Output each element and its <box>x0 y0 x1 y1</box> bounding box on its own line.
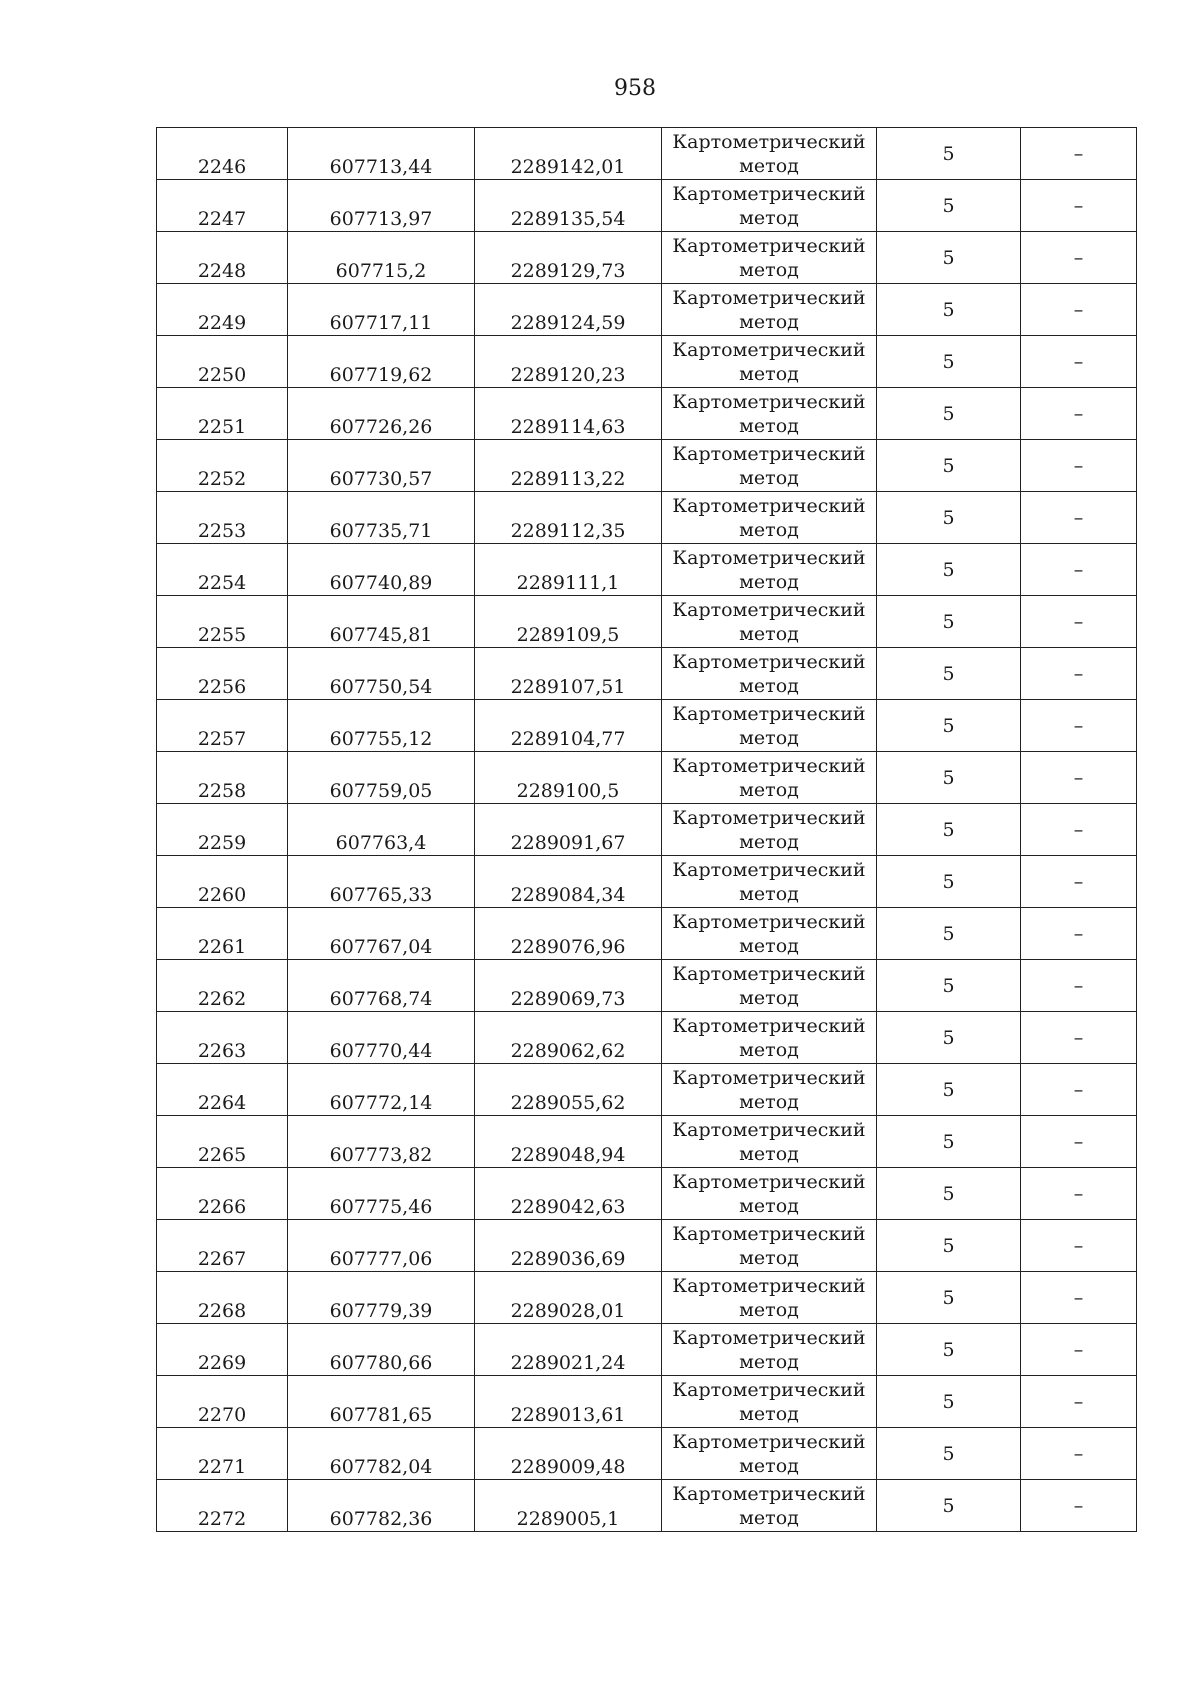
method-text-line1: Картометрический <box>672 1170 866 1193</box>
x-coordinate-cell: 607713,44 <box>288 128 475 180</box>
accuracy-cell: 5 <box>877 336 1021 388</box>
y-coordinate-cell: 2289069,73 <box>475 960 662 1012</box>
y-coordinate-cell: 2289120,23 <box>475 336 662 388</box>
method-cell <box>662 440 877 492</box>
method-text-line2: метод <box>739 1142 799 1165</box>
method-text-line1: Картометрический <box>672 1430 866 1453</box>
method-text-line2: метод <box>739 414 799 437</box>
x-coordinate-cell: 607759,05 <box>288 752 475 804</box>
point-number-cell: 2267 <box>157 1220 288 1272</box>
table-row <box>157 648 1137 700</box>
method-text-line2: метод <box>739 934 799 957</box>
page-number: 958 <box>614 76 656 101</box>
accuracy-cell: 5 <box>877 1064 1021 1116</box>
y-coordinate-cell: 2289129,73 <box>475 232 662 284</box>
x-coordinate-cell: 607773,82 <box>288 1116 475 1168</box>
point-number-cell: 2254 <box>157 544 288 596</box>
method-text-line1: Картометрический <box>672 1482 866 1505</box>
note-cell: – <box>1021 804 1137 856</box>
table-row <box>157 232 1137 284</box>
method-text-line1: Картометрический <box>672 1326 866 1349</box>
note-cell: – <box>1021 232 1137 284</box>
method-text-line1: Картометрический <box>672 338 866 361</box>
point-number-cell: 2252 <box>157 440 288 492</box>
y-coordinate-cell: 2289107,51 <box>475 648 662 700</box>
x-coordinate-cell: 607755,12 <box>288 700 475 752</box>
method-cell <box>662 1168 877 1220</box>
x-coordinate-cell: 607782,04 <box>288 1428 475 1480</box>
point-number-cell: 2263 <box>157 1012 288 1064</box>
method-text-line2: метод <box>739 882 799 905</box>
method-text-line1: Картометрический <box>672 390 866 413</box>
table-row <box>157 440 1137 492</box>
method-cell <box>662 544 877 596</box>
note-cell: – <box>1021 752 1137 804</box>
table-row <box>157 544 1137 596</box>
y-coordinate-cell: 2289076,96 <box>475 908 662 960</box>
accuracy-cell: 5 <box>877 1480 1021 1532</box>
point-number-cell: 2258 <box>157 752 288 804</box>
method-text-line1: Картометрический <box>672 754 866 777</box>
x-coordinate-cell: 607777,06 <box>288 1220 475 1272</box>
accuracy-cell: 5 <box>877 1168 1021 1220</box>
accuracy-cell: 5 <box>877 1272 1021 1324</box>
method-text-line1: Картометрический <box>672 130 866 153</box>
y-coordinate-cell: 2289113,22 <box>475 440 662 492</box>
method-cell <box>662 1064 877 1116</box>
method-cell <box>662 1324 877 1376</box>
method-text-line1: Картометрический <box>672 1274 866 1297</box>
method-text-line2: метод <box>739 830 799 853</box>
method-cell <box>662 180 877 232</box>
accuracy-cell: 5 <box>877 1012 1021 1064</box>
method-text-line1: Картометрический <box>672 494 866 517</box>
table-row <box>157 1376 1137 1428</box>
point-number-cell: 2253 <box>157 492 288 544</box>
table-row <box>157 284 1137 336</box>
note-cell: – <box>1021 1272 1137 1324</box>
note-cell: – <box>1021 648 1137 700</box>
point-number-cell: 2251 <box>157 388 288 440</box>
y-coordinate-cell: 2289114,63 <box>475 388 662 440</box>
table-row <box>157 596 1137 648</box>
point-number-cell: 2257 <box>157 700 288 752</box>
x-coordinate-cell: 607730,57 <box>288 440 475 492</box>
point-number-cell: 2248 <box>157 232 288 284</box>
table-row <box>157 1064 1137 1116</box>
accuracy-cell: 5 <box>877 908 1021 960</box>
table-row <box>157 804 1137 856</box>
method-text-line1: Картометрический <box>672 598 866 621</box>
note-cell: – <box>1021 284 1137 336</box>
x-coordinate-cell: 607735,71 <box>288 492 475 544</box>
point-number-cell: 2246 <box>157 128 288 180</box>
y-coordinate-cell: 2289048,94 <box>475 1116 662 1168</box>
method-text-line1: Картометрический <box>672 650 866 673</box>
note-cell: – <box>1021 1064 1137 1116</box>
method-cell <box>662 856 877 908</box>
note-cell: – <box>1021 336 1137 388</box>
point-number-cell: 2261 <box>157 908 288 960</box>
method-text-line2: метод <box>739 1038 799 1061</box>
accuracy-cell: 5 <box>877 960 1021 1012</box>
note-cell: – <box>1021 492 1137 544</box>
y-coordinate-cell: 2289135,54 <box>475 180 662 232</box>
accuracy-cell: 5 <box>877 1376 1021 1428</box>
method-text-line1: Картометрический <box>672 182 866 205</box>
x-coordinate-cell: 607772,14 <box>288 1064 475 1116</box>
method-text-line2: метод <box>739 362 799 385</box>
note-cell: – <box>1021 1168 1137 1220</box>
accuracy-cell: 5 <box>877 648 1021 700</box>
method-text-line1: Картометрический <box>672 286 866 309</box>
point-number-cell: 2256 <box>157 648 288 700</box>
point-number-cell: 2271 <box>157 1428 288 1480</box>
method-text-line2: метод <box>739 1454 799 1477</box>
point-number-cell: 2250 <box>157 336 288 388</box>
note-cell: – <box>1021 1116 1137 1168</box>
table-row <box>157 1012 1137 1064</box>
y-coordinate-cell: 2289124,59 <box>475 284 662 336</box>
table-row <box>157 1480 1137 1532</box>
method-cell <box>662 908 877 960</box>
table-body <box>157 128 1137 1532</box>
table-row <box>157 856 1137 908</box>
y-coordinate-cell: 2289084,34 <box>475 856 662 908</box>
y-coordinate-cell: 2289036,69 <box>475 1220 662 1272</box>
y-coordinate-cell: 2289062,62 <box>475 1012 662 1064</box>
note-cell: – <box>1021 1220 1137 1272</box>
method-text-line2: метод <box>739 466 799 489</box>
coordinates-table <box>156 127 1137 1532</box>
accuracy-cell: 5 <box>877 804 1021 856</box>
method-text-line2: метод <box>739 1506 799 1529</box>
method-text-line2: метод <box>739 1350 799 1373</box>
method-cell <box>662 1376 877 1428</box>
table-row <box>157 1324 1137 1376</box>
note-cell: – <box>1021 440 1137 492</box>
y-coordinate-cell: 2289104,77 <box>475 700 662 752</box>
note-cell: – <box>1021 1480 1137 1532</box>
y-coordinate-cell: 2289021,24 <box>475 1324 662 1376</box>
accuracy-cell: 5 <box>877 752 1021 804</box>
method-text-line2: метод <box>739 206 799 229</box>
x-coordinate-cell: 607713,97 <box>288 180 475 232</box>
x-coordinate-cell: 607717,11 <box>288 284 475 336</box>
x-coordinate-cell: 607782,36 <box>288 1480 475 1532</box>
accuracy-cell: 5 <box>877 388 1021 440</box>
method-cell <box>662 1428 877 1480</box>
point-number-cell: 2268 <box>157 1272 288 1324</box>
point-number-cell: 2262 <box>157 960 288 1012</box>
method-cell <box>662 336 877 388</box>
accuracy-cell: 5 <box>877 856 1021 908</box>
y-coordinate-cell: 2289112,35 <box>475 492 662 544</box>
method-text-line2: метод <box>739 570 799 593</box>
method-text-line1: Картометрический <box>672 1378 866 1401</box>
method-cell <box>662 596 877 648</box>
method-cell <box>662 1220 877 1272</box>
method-text-line2: метод <box>739 1194 799 1217</box>
method-text-line1: Картометрический <box>672 442 866 465</box>
point-number-cell: 2260 <box>157 856 288 908</box>
accuracy-cell: 5 <box>877 128 1021 180</box>
method-cell <box>662 700 877 752</box>
method-cell <box>662 1272 877 1324</box>
x-coordinate-cell: 607781,65 <box>288 1376 475 1428</box>
point-number-cell: 2247 <box>157 180 288 232</box>
method-cell <box>662 1480 877 1532</box>
x-coordinate-cell: 607779,39 <box>288 1272 475 1324</box>
table-row <box>157 752 1137 804</box>
y-coordinate-cell: 2289055,62 <box>475 1064 662 1116</box>
y-coordinate-cell: 2289091,67 <box>475 804 662 856</box>
method-text-line2: метод <box>739 726 799 749</box>
table-row <box>157 336 1137 388</box>
method-text-line2: метод <box>739 1298 799 1321</box>
method-cell <box>662 960 877 1012</box>
method-text-line1: Картометрический <box>672 962 866 985</box>
note-cell: – <box>1021 960 1137 1012</box>
accuracy-cell: 5 <box>877 700 1021 752</box>
method-cell <box>662 492 877 544</box>
table-row <box>157 492 1137 544</box>
method-text-line1: Картометрический <box>672 1066 866 1089</box>
y-coordinate-cell: 2289100,5 <box>475 752 662 804</box>
y-coordinate-cell: 2289005,1 <box>475 1480 662 1532</box>
method-text-line1: Картометрический <box>672 1118 866 1141</box>
x-coordinate-cell: 607719,62 <box>288 336 475 388</box>
method-text-line2: метод <box>739 1090 799 1113</box>
accuracy-cell: 5 <box>877 1220 1021 1272</box>
accuracy-cell: 5 <box>877 284 1021 336</box>
x-coordinate-cell: 607745,81 <box>288 596 475 648</box>
point-number-cell: 2272 <box>157 1480 288 1532</box>
method-text-line2: метод <box>739 1402 799 1425</box>
method-cell <box>662 1116 877 1168</box>
point-number-cell: 2269 <box>157 1324 288 1376</box>
table-row <box>157 1168 1137 1220</box>
note-cell: – <box>1021 544 1137 596</box>
table-row <box>157 1272 1137 1324</box>
note-cell: – <box>1021 1012 1137 1064</box>
accuracy-cell: 5 <box>877 180 1021 232</box>
point-number-cell: 2259 <box>157 804 288 856</box>
note-cell: – <box>1021 180 1137 232</box>
method-text-line2: метод <box>739 258 799 281</box>
table-row <box>157 1220 1137 1272</box>
y-coordinate-cell: 2289013,61 <box>475 1376 662 1428</box>
table-row <box>157 388 1137 440</box>
method-cell <box>662 804 877 856</box>
method-text-line2: метод <box>739 1246 799 1269</box>
method-text-line2: метод <box>739 518 799 541</box>
x-coordinate-cell: 607775,46 <box>288 1168 475 1220</box>
y-coordinate-cell: 2289009,48 <box>475 1428 662 1480</box>
note-cell: – <box>1021 1428 1137 1480</box>
accuracy-cell: 5 <box>877 596 1021 648</box>
method-cell <box>662 388 877 440</box>
method-cell <box>662 752 877 804</box>
x-coordinate-cell: 607770,44 <box>288 1012 475 1064</box>
y-coordinate-cell: 2289111,1 <box>475 544 662 596</box>
table-row <box>157 1116 1137 1168</box>
method-cell <box>662 232 877 284</box>
point-number-cell: 2264 <box>157 1064 288 1116</box>
method-text-line2: метод <box>739 154 799 177</box>
x-coordinate-cell: 607726,26 <box>288 388 475 440</box>
x-coordinate-cell: 607765,33 <box>288 856 475 908</box>
y-coordinate-cell: 2289142,01 <box>475 128 662 180</box>
note-cell: – <box>1021 856 1137 908</box>
y-coordinate-cell: 2289109,5 <box>475 596 662 648</box>
method-cell <box>662 1012 877 1064</box>
table-row <box>157 180 1137 232</box>
note-cell: – <box>1021 128 1137 180</box>
accuracy-cell: 5 <box>877 1116 1021 1168</box>
x-coordinate-cell: 607767,04 <box>288 908 475 960</box>
note-cell: – <box>1021 908 1137 960</box>
note-cell: – <box>1021 1324 1137 1376</box>
accuracy-cell: 5 <box>877 440 1021 492</box>
point-number-cell: 2265 <box>157 1116 288 1168</box>
x-coordinate-cell: 607763,4 <box>288 804 475 856</box>
x-coordinate-cell: 607715,2 <box>288 232 475 284</box>
x-coordinate-cell: 607768,74 <box>288 960 475 1012</box>
x-coordinate-cell: 607780,66 <box>288 1324 475 1376</box>
accuracy-cell: 5 <box>877 232 1021 284</box>
x-coordinate-cell: 607740,89 <box>288 544 475 596</box>
point-number-cell: 2270 <box>157 1376 288 1428</box>
method-text-line1: Картометрический <box>672 1014 866 1037</box>
method-text-line1: Картометрический <box>672 1222 866 1245</box>
table-row <box>157 700 1137 752</box>
method-text-line1: Картометрический <box>672 546 866 569</box>
method-text-line2: метод <box>739 986 799 1009</box>
method-text-line1: Картометрический <box>672 910 866 933</box>
accuracy-cell: 5 <box>877 492 1021 544</box>
method-text-line2: метод <box>739 310 799 333</box>
note-cell: – <box>1021 596 1137 648</box>
point-number-cell: 2266 <box>157 1168 288 1220</box>
point-number-cell: 2255 <box>157 596 288 648</box>
note-cell: – <box>1021 700 1137 752</box>
note-cell: – <box>1021 1376 1137 1428</box>
note-cell: – <box>1021 388 1137 440</box>
method-text-line1: Картометрический <box>672 702 866 725</box>
table-row <box>157 1428 1137 1480</box>
method-text-line1: Картометрический <box>672 858 866 881</box>
point-number-cell: 2249 <box>157 284 288 336</box>
accuracy-cell: 5 <box>877 1428 1021 1480</box>
accuracy-cell: 5 <box>877 544 1021 596</box>
y-coordinate-cell: 2289028,01 <box>475 1272 662 1324</box>
method-text-line1: Картометрический <box>672 806 866 829</box>
method-cell <box>662 284 877 336</box>
accuracy-cell: 5 <box>877 1324 1021 1376</box>
method-text-line2: метод <box>739 778 799 801</box>
table-row <box>157 128 1137 180</box>
table-row <box>157 908 1137 960</box>
method-text-line2: метод <box>739 622 799 645</box>
method-text-line1: Картометрический <box>672 234 866 257</box>
method-cell <box>662 128 877 180</box>
y-coordinate-cell: 2289042,63 <box>475 1168 662 1220</box>
table-row <box>157 960 1137 1012</box>
method-text-line2: метод <box>739 674 799 697</box>
method-cell <box>662 648 877 700</box>
x-coordinate-cell: 607750,54 <box>288 648 475 700</box>
